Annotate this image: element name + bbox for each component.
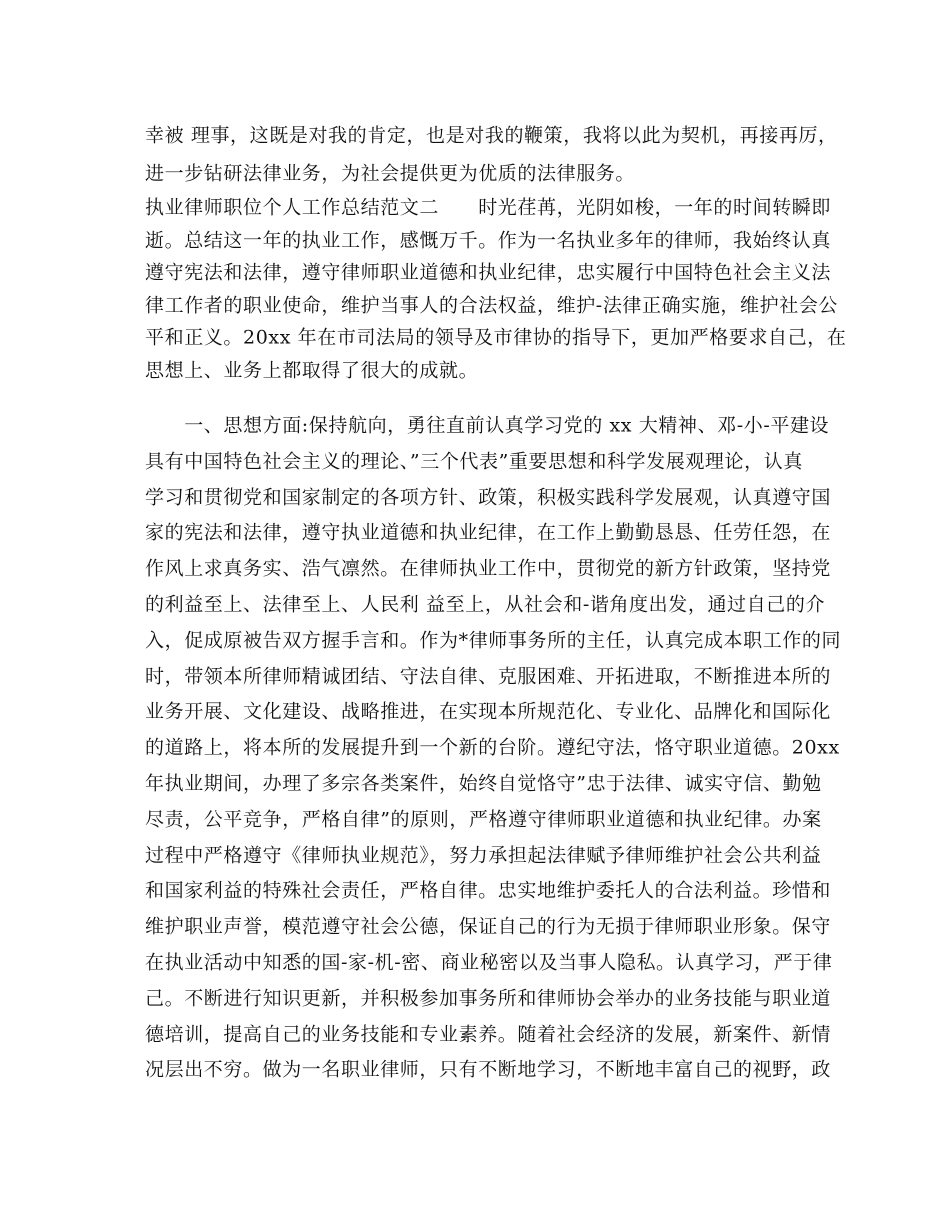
- text-line: 业务开展、文化建设、战略推进，在实现本所规范化、专业化、品牌化和国际化: [145, 700, 832, 723]
- text-line: 的利益至上、法律至上、人民利 益至上，从社会和-谐角度出发，通过自己的介: [145, 593, 826, 616]
- text-line: 尽责，公平竞争，严格自律”的原则，严格遵守律师职业道德和执业纪律。办案: [145, 808, 822, 831]
- text-line: 进一步钻研法律业务，为社会提供更为优质的法律服务。: [145, 162, 636, 184]
- text-line: 逝。总结这一年的执业工作，感慨万千。作为一名执业多年的律师，我始终认真: [145, 229, 832, 251]
- text-line: 家的宪法和法律，遵守执业道德和执业纪律，在工作上勤勤恳恳、任劳任怨，在: [145, 521, 832, 544]
- text-line: 和国家利益的特殊社会责任，严格自律。忠实地维护委托人的合法利益。珍惜和: [145, 879, 832, 902]
- text-line: 律工作者的职业使命，维护当事人的合法权益，维护-法律正确实施，维护社会公: [145, 294, 839, 316]
- text-line: 幸被 理事，这既是对我的肯定，也是对我的鞭策，我将以此为契机，再接再厉，: [145, 124, 838, 147]
- text-line: 维护职业声誉，模范遵守社会公德，保证自己的行为无损于律师职业形象。保守: [145, 915, 832, 938]
- text-line: 一、思想方面:保持航向，勇往直前认真学习党的 xx 大精神、邓-小-平建设: [145, 414, 830, 437]
- text-line: 具有中国特色社会主义的理论、”三个代表”重要思想和科学发展观理论，认真: [145, 450, 803, 473]
- text-line: 年执业期间，办理了多宗各类案件，始终自觉恪守”忠于法律、诚实守信、勤勉: [145, 772, 822, 795]
- text-line: 学习和贯彻党和国家制定的各项方针、政策，积极实践科学发展观，认真遵守国: [145, 486, 832, 509]
- text-line: 时，带领本所律师精诚团结、守法自律、克服困难、开拓进取，不断推进本所的: [145, 665, 832, 688]
- text-line: 在执业活动中知悉的国-家-机-密、商业秘密以及当事人隐私。认真学习，严于律: [145, 951, 833, 974]
- text-line: 况层出不穷。做为一名职业律师，只有不断地学习，不断地丰富自己的视野，政: [145, 1058, 832, 1081]
- text-line: 过程中严格遵守《律师执业规范》，努力承担起法律赋予律师维护社会公共利益: [145, 844, 822, 867]
- text-line: 己。不断进行知识更新，并积极参加事务所和律师协会举办的业务技能与职业道: [145, 987, 832, 1010]
- text-line: 作风上求真务实、浩气凛然。在律师执业工作中，贯彻党的新方针政策，坚持党: [145, 557, 832, 580]
- text-line: 入，促成原被告双方握手言和。作为*律师事务所的主任，认真完成本职工作的同: [145, 629, 842, 652]
- text-line: 德培训，提高自己的业务技能和专业素养。随着社会经济的发展，新案件、新情: [145, 1023, 832, 1046]
- text-line: 遵守宪法和法律，遵守律师职业道德和执业纪律，忠实履行中国特色社会主义法: [145, 261, 832, 284]
- text-line: 思想上、业务上都取得了很大的成就。: [145, 359, 479, 381]
- text-line: 的道路上，将本所的发展提升到一个新的台阶。遵纪守法，恪守职业道德。20xx: [145, 736, 840, 759]
- text-line: 平和正义。20xx 年在市司法局的领导及市律协的指导下，更加严格要求自己，在: [145, 326, 847, 349]
- text-line: 执业律师职位个人工作总结范文二 时光荏苒，光阴如梭，一年的时间转瞬即: [145, 196, 832, 219]
